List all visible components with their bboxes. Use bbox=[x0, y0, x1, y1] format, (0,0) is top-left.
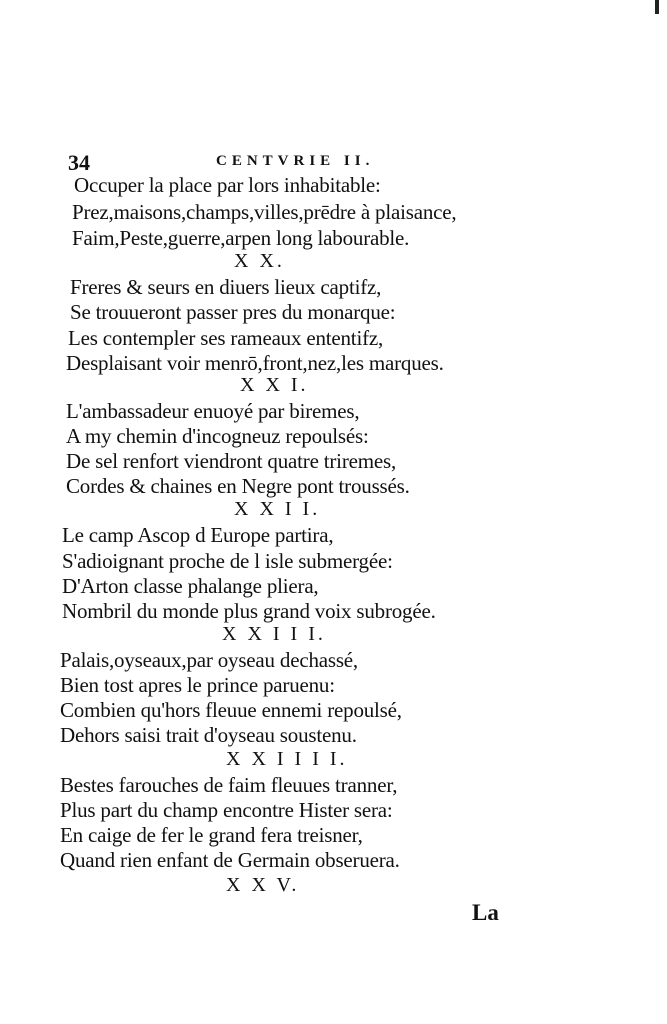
quatrain-number: X X V. bbox=[226, 874, 300, 896]
quatrain-number: X X I I. bbox=[234, 498, 321, 520]
quatrain-number: X X. bbox=[234, 250, 285, 272]
verse-line: Cordes & chaines en Negre pont troussés. bbox=[66, 474, 410, 498]
page-edge-mark bbox=[655, 0, 659, 14]
verse-line: Prez,maisons,champs,villes,prēdre à plaisance, bbox=[72, 200, 457, 224]
quatrain-number: X X I I I. bbox=[222, 623, 326, 645]
quatrain-number: X X I. bbox=[240, 374, 309, 396]
verse-line: Se trouueront passer pres du monarque: bbox=[70, 300, 396, 324]
verse-line: Bestes farouches de faim fleuues tranner, bbox=[60, 773, 398, 797]
verse-line: Nombril du monde plus grand voix subrogée. bbox=[62, 599, 436, 623]
verse-line: De sel renfort viendront quatre triremes, bbox=[66, 449, 397, 473]
verse-line: Palais,oyseaux,par oyseau dechassé, bbox=[60, 648, 358, 672]
verse-line: Le camp Ascop d Europe partira, bbox=[62, 523, 334, 547]
verse-line: En caige de fer le grand fera treisner, bbox=[60, 823, 363, 847]
running-head: CENTVRIE II. bbox=[216, 153, 375, 169]
catchword: La bbox=[472, 900, 499, 925]
verse-line: Plus part du champ encontre Hister sera: bbox=[60, 798, 393, 822]
verse-line: S'adioignant proche de l isle submergée: bbox=[62, 549, 393, 573]
verse-line: Combien qu'hors fleuue ennemi repoulsé, bbox=[60, 698, 402, 722]
verse-line: Occuper la place par lors inhabitable: bbox=[74, 173, 381, 197]
verse-line: L'ambassadeur enuoyé par biremes, bbox=[66, 399, 360, 423]
verse-line: Quand rien enfant de Germain obseruera. bbox=[60, 848, 400, 872]
page-number: 34 bbox=[68, 150, 90, 175]
verse-line: Faim,Peste,guerre,arpen long labourable. bbox=[72, 226, 410, 250]
verse-line: D'Arton classe phalange pliera, bbox=[62, 574, 319, 598]
verse-line: Bien tost apres le prince paruenu: bbox=[60, 673, 335, 697]
verse-line: Les contempler ses rameaux ententifz, bbox=[68, 326, 384, 350]
verse-line: A my chemin d'incogneuz repoulsés: bbox=[66, 424, 369, 448]
verse-line: Desplaisant voir menrō,front,nez,les marques. bbox=[66, 351, 444, 375]
verse-line: Dehors saisi trait d'oyseau soustenu. bbox=[60, 723, 357, 747]
verse-line: Freres & seurs en diuers lieux captifz, bbox=[70, 275, 382, 299]
quatrain-number: X X I I I I. bbox=[226, 748, 348, 770]
